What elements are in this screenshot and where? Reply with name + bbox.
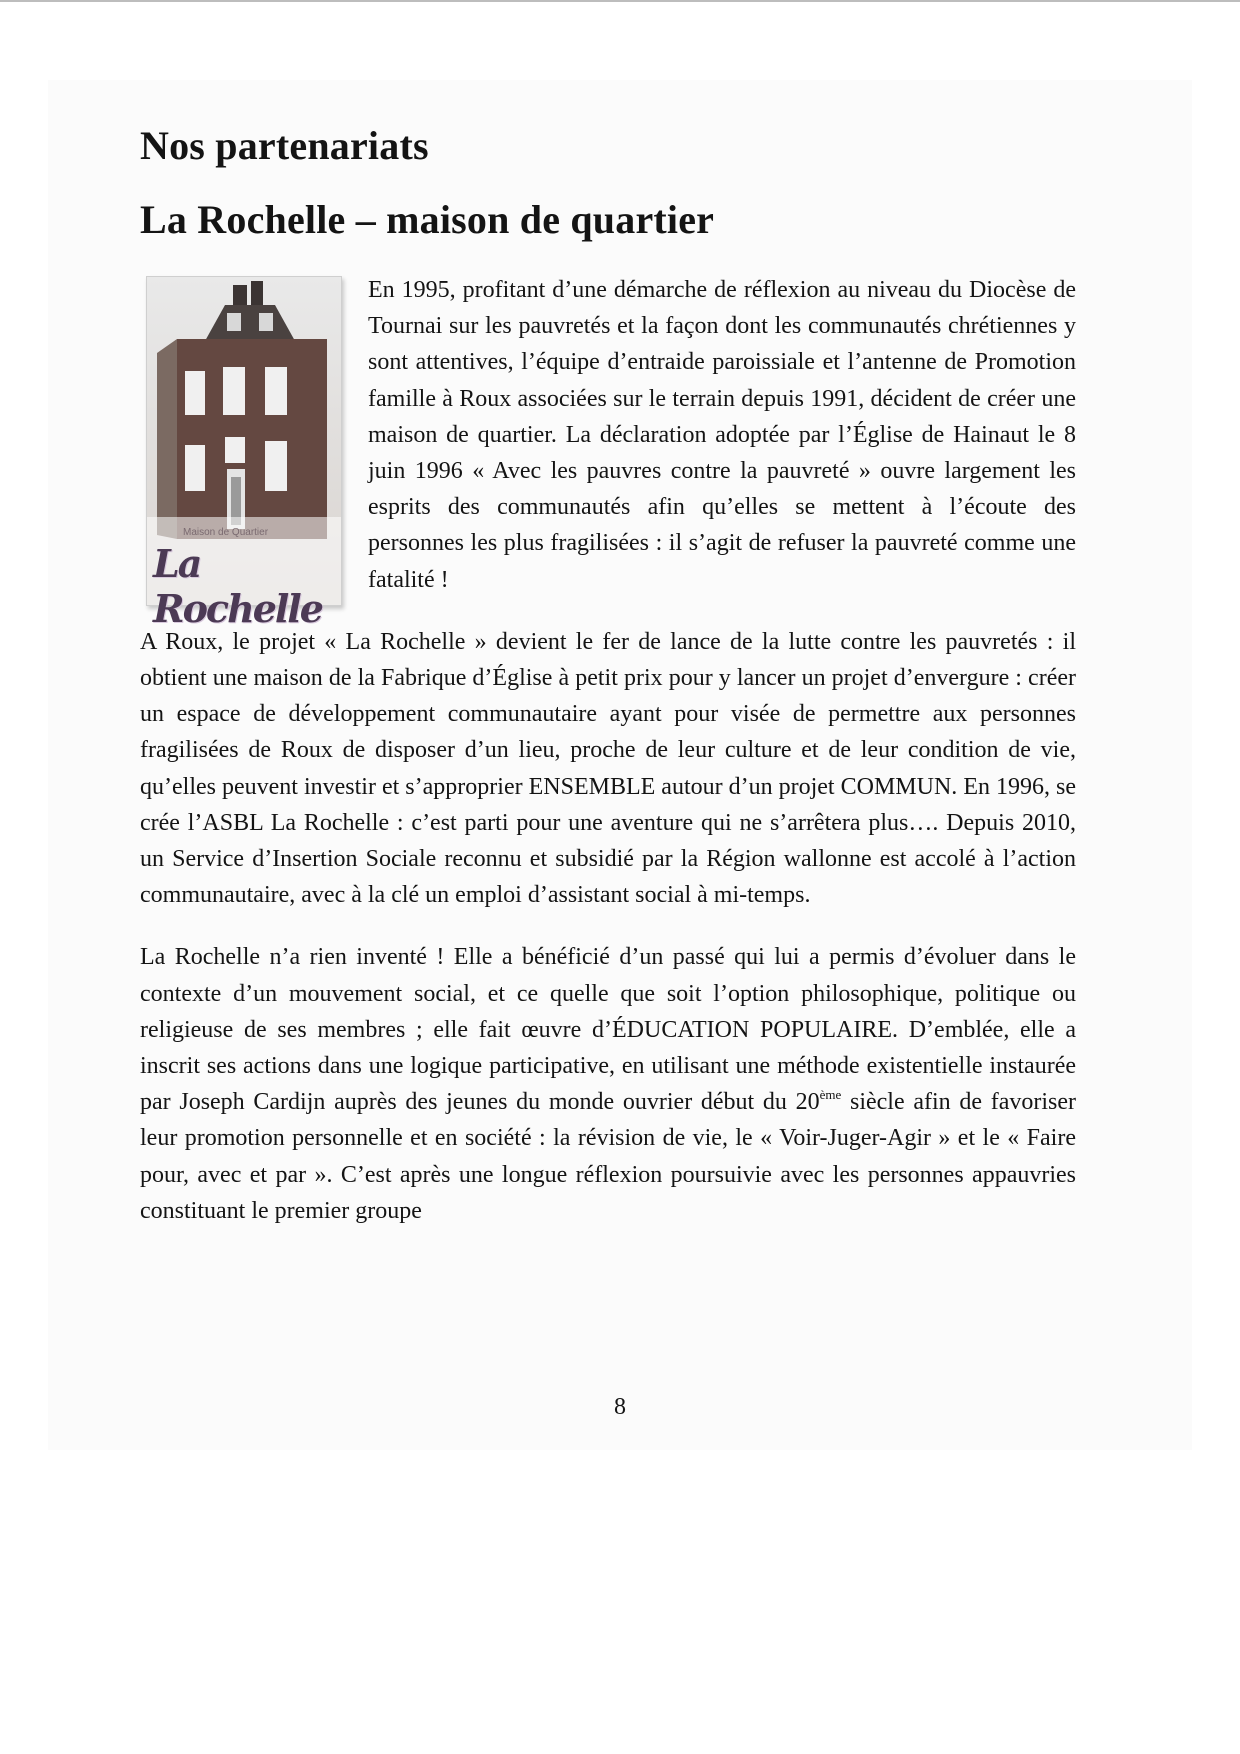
house-photo: [146, 276, 342, 631]
intro-block: [140, 272, 1076, 631]
superscript-eme: ème: [819, 1087, 842, 1103]
paragraph-3: [140, 939, 1076, 1229]
page-number: 8: [614, 1394, 626, 1420]
page-heading: Nos partenariats: [140, 123, 429, 168]
page-content: [140, 116, 1076, 1229]
photo-caption: Maison de Quartier: [183, 527, 269, 538]
paragraph-1: En 1995, profitant d’une démarche de réflexion au niveau du Diocèse de Tournai sur les pauvretés et la façon dont les communautés chrétiennes y sont attentives, l’équipe d’entraide paroissiale et l’antenne de Promotion famille à Roux associées sur le terrain depuis 1991, décident de créer une maison de quartier. La déclaration adoptée par l’Église de Hainaut le 8 juin 1996 « Avec les pauvres contre la pauvreté » ouvre largement les esprits des communautés afin qu’elles se mettent à l’écoute des personnes les plus fragilisées : il s’agit de refuser la pauvreté comme une fatalité !: [368, 277, 1076, 593]
paragraph-3-part-1: La Rochelle n’a rien inventé ! Elle a bénéficié d’un passé qui lui a permis d’évoluer dans le contexte d’un mouvement social, et ce quelle que soit l’option philosophique, politique ou religieuse de ses membres ; elle fait œuvre d’ÉDUCATION POPULAIRE. D’emblée, elle a inscrit ses actions dans une logique participative, en utilisant une méthode existentielle instaurée par Joseph Cardijn auprès des jeunes du monde ouvrier début du 20: [140, 944, 1076, 1116]
top-border-rule: [0, 0, 1240, 2]
paragraph-2: A Roux, le projet « La Rochelle » devient le fer de lance de la lutte contre les pauvretés : il obtient une maison de la Fabrique d’Église à petit prix pour y lancer un projet d’envergure : créer un espace de développement communautaire ayant pour visée de permettre aux personnes fragilisées de Roux de disposer d’un lieu, proche de leur culture et de leur condition de vie, qu’elles peuvent investir et s’approprier ENSEMBLE autour d’un projet COMMUN. En 1996, se crée l’ASBL La Rochelle : c’est parti pour une aventure qui ne s’arrêtera plus…. Depuis 2010, un Service d’Insertion Sociale reconnu et subsidié par la Région wallonne est accolé à l’action communautaire, avec à la clé un emploi d’assistant social à mi-temps.: [140, 628, 1076, 909]
la-rochelle-logo: La Rochelle: [153, 541, 322, 631]
section-heading: La Rochelle – maison de quartier: [140, 197, 715, 242]
paragraph-3-part-2: siècle afin de favoriser leur promotion personnelle et en société : la révision de vie, le « Voir-Juger-Agir » et le « Faire pour, avec et par ». C’est après une longue réflexion poursuivie avec les personnes appauvries constituant le premier groupe: [140, 1089, 1076, 1224]
